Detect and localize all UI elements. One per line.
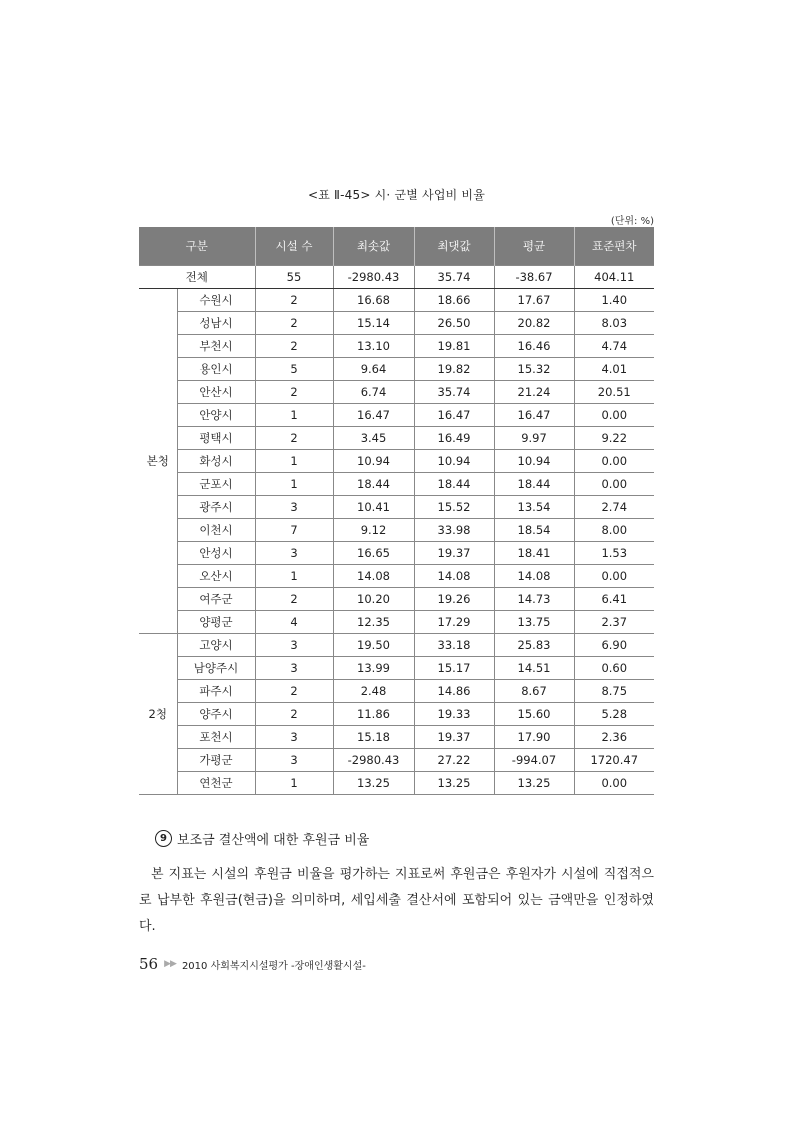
cell-std: 0.00 — [574, 772, 654, 795]
cell-count: 1 — [255, 404, 333, 427]
cell-std: 1.53 — [574, 542, 654, 565]
city-name: 가평군 — [177, 749, 255, 772]
cell-max: 19.26 — [414, 588, 494, 611]
table-row — [139, 703, 654, 726]
cell-avg: 8.67 — [494, 680, 574, 703]
city-name: 용인시 — [177, 358, 255, 381]
city-name: 안양시 — [177, 404, 255, 427]
cell-count: 1 — [255, 772, 333, 795]
total-min: -2980.43 — [333, 266, 414, 289]
cell-min: 9.64 — [333, 358, 414, 381]
cell-max: 14.08 — [414, 565, 494, 588]
cell-std: 0.00 — [574, 450, 654, 473]
header-category: 구분 — [139, 227, 255, 266]
cell-count: 3 — [255, 496, 333, 519]
cell-count: 3 — [255, 749, 333, 772]
cell-min: 18.44 — [333, 473, 414, 496]
cell-std: 5.28 — [574, 703, 654, 726]
cell-avg: 20.82 — [494, 312, 574, 335]
cell-avg: 14.51 — [494, 657, 574, 680]
table-row — [139, 289, 654, 312]
cell-max: 15.52 — [414, 496, 494, 519]
cell-avg: 15.32 — [494, 358, 574, 381]
cell-avg: 14.08 — [494, 565, 574, 588]
city-name: 부천시 — [177, 335, 255, 358]
cell-std: 1.40 — [574, 289, 654, 312]
cell-min: -2980.43 — [333, 749, 414, 772]
city-name: 화성시 — [177, 450, 255, 473]
cell-max: 14.86 — [414, 680, 494, 703]
cell-min: 11.86 — [333, 703, 414, 726]
cell-max: 19.37 — [414, 726, 494, 749]
table-row — [139, 749, 654, 772]
cell-count: 1 — [255, 473, 333, 496]
city-name: 남양주시 — [177, 657, 255, 680]
table-row — [139, 565, 654, 588]
table-row — [139, 427, 654, 450]
city-name: 안성시 — [177, 542, 255, 565]
city-name: 연천군 — [177, 772, 255, 795]
cell-max: 18.44 — [414, 473, 494, 496]
cell-min: 13.99 — [333, 657, 414, 680]
cell-max: 33.18 — [414, 634, 494, 657]
cell-min: 14.08 — [333, 565, 414, 588]
cell-max: 26.50 — [414, 312, 494, 335]
city-name: 포천시 — [177, 726, 255, 749]
cell-count: 4 — [255, 611, 333, 634]
table-header-row — [139, 227, 654, 266]
cell-min: 19.50 — [333, 634, 414, 657]
cell-avg: 13.54 — [494, 496, 574, 519]
cell-count: 3 — [255, 542, 333, 565]
arrow-icon: ▶▶ — [164, 959, 176, 969]
cell-min: 10.41 — [333, 496, 414, 519]
city-name: 수원시 — [177, 289, 255, 312]
cell-std: 0.00 — [574, 565, 654, 588]
cell-avg: 14.73 — [494, 588, 574, 611]
cell-std: 0.60 — [574, 657, 654, 680]
section-heading — [155, 829, 369, 848]
cell-max: 16.47 — [414, 404, 494, 427]
cell-std: 6.41 — [574, 588, 654, 611]
city-name: 여주군 — [177, 588, 255, 611]
city-name: 성남시 — [177, 312, 255, 335]
cell-min: 12.35 — [333, 611, 414, 634]
table-row — [139, 519, 654, 542]
cell-max: 19.37 — [414, 542, 494, 565]
section-number-badge: 9 — [155, 830, 172, 847]
cell-avg: 18.44 — [494, 473, 574, 496]
cell-avg: 25.83 — [494, 634, 574, 657]
cell-max: 10.94 — [414, 450, 494, 473]
cell-avg: 13.75 — [494, 611, 574, 634]
cell-avg: 9.97 — [494, 427, 574, 450]
cell-count: 2 — [255, 703, 333, 726]
city-name: 평택시 — [177, 427, 255, 450]
table-row — [139, 634, 654, 657]
cell-std: 1720.47 — [574, 749, 654, 772]
total-std: 404.11 — [574, 266, 654, 289]
cell-count: 1 — [255, 450, 333, 473]
section-title: 보조금 결산액에 대한 후원금 비율 — [177, 833, 370, 848]
cell-count: 2 — [255, 427, 333, 450]
table-row — [139, 358, 654, 381]
cell-count: 2 — [255, 335, 333, 358]
table-row — [139, 473, 654, 496]
header-count: 시설 수 — [255, 227, 333, 266]
table-row — [139, 450, 654, 473]
cell-count: 7 — [255, 519, 333, 542]
cell-std: 2.37 — [574, 611, 654, 634]
cell-std: 8.00 — [574, 519, 654, 542]
group-label: 본청 — [139, 289, 177, 634]
city-name: 광주시 — [177, 496, 255, 519]
cell-min: 16.65 — [333, 542, 414, 565]
total-row — [139, 266, 654, 289]
cell-min: 10.20 — [333, 588, 414, 611]
cell-std: 6.90 — [574, 634, 654, 657]
cell-std: 20.51 — [574, 381, 654, 404]
cell-min: 15.18 — [333, 726, 414, 749]
table-row — [139, 381, 654, 404]
cell-min: 10.94 — [333, 450, 414, 473]
cell-count: 2 — [255, 289, 333, 312]
cell-count: 2 — [255, 680, 333, 703]
cell-max: 33.98 — [414, 519, 494, 542]
cell-max: 16.49 — [414, 427, 494, 450]
cell-min: 13.10 — [333, 335, 414, 358]
cell-count: 3 — [255, 634, 333, 657]
cell-max: 19.82 — [414, 358, 494, 381]
cell-avg: 15.60 — [494, 703, 574, 726]
table-row — [139, 404, 654, 427]
unit-label: (단위: %) — [610, 216, 654, 227]
cell-min: 9.12 — [333, 519, 414, 542]
cell-min: 3.45 — [333, 427, 414, 450]
header-avg: 평균 — [494, 227, 574, 266]
cell-count: 2 — [255, 381, 333, 404]
table-row — [139, 312, 654, 335]
cell-std: 4.74 — [574, 335, 654, 358]
footer-title: 2010 사회복지시설평가 -장애인생활시설- — [181, 960, 366, 972]
table-row — [139, 588, 654, 611]
table-row — [139, 496, 654, 519]
cell-avg: 18.54 — [494, 519, 574, 542]
total-label: 전체 — [139, 266, 255, 289]
cell-std: 8.75 — [574, 680, 654, 703]
cell-std: 9.22 — [574, 427, 654, 450]
page-footer — [139, 955, 366, 973]
cell-max: 27.22 — [414, 749, 494, 772]
table-row — [139, 680, 654, 703]
business-cost-table — [139, 227, 654, 795]
cell-avg: 13.25 — [494, 772, 574, 795]
cell-min: 13.25 — [333, 772, 414, 795]
cell-count: 2 — [255, 312, 333, 335]
cell-min: 6.74 — [333, 381, 414, 404]
cell-avg: 17.90 — [494, 726, 574, 749]
table-row — [139, 657, 654, 680]
cell-avg: 10.94 — [494, 450, 574, 473]
cell-avg: 16.46 — [494, 335, 574, 358]
table-row — [139, 726, 654, 749]
cell-max: 35.74 — [414, 381, 494, 404]
city-name: 파주시 — [177, 680, 255, 703]
cell-std: 0.00 — [574, 473, 654, 496]
total-avg: -38.67 — [494, 266, 574, 289]
cell-avg: -994.07 — [494, 749, 574, 772]
group-label: 2청 — [139, 634, 177, 795]
header-max: 최댓값 — [414, 227, 494, 266]
cell-max: 18.66 — [414, 289, 494, 312]
total-max: 35.74 — [414, 266, 494, 289]
city-name: 양평군 — [177, 611, 255, 634]
cell-max: 13.25 — [414, 772, 494, 795]
table-row — [139, 542, 654, 565]
header-min: 최솟값 — [333, 227, 414, 266]
cell-min: 2.48 — [333, 680, 414, 703]
city-name: 안산시 — [177, 381, 255, 404]
cell-std: 0.00 — [574, 404, 654, 427]
cell-count: 2 — [255, 588, 333, 611]
cell-avg: 17.67 — [494, 289, 574, 312]
cell-max: 17.29 — [414, 611, 494, 634]
cell-count: 5 — [255, 358, 333, 381]
city-name: 오산시 — [177, 565, 255, 588]
body-paragraph: 본 지표는 시설의 후원금 비율을 평가하는 지표로써 후원금은 후원자가 시설에 직접적으로 납부한 후원금(현금)을 의미하며, 세입세출 결산서에 포함되어 있는 금액만을 인정하였다. — [139, 867, 654, 934]
table-caption: <표 Ⅱ-45> 시· 군별 사업비 비율 — [307, 188, 486, 202]
cell-std: 8.03 — [574, 312, 654, 335]
cell-count: 3 — [255, 657, 333, 680]
cell-min: 16.47 — [333, 404, 414, 427]
city-name: 군포시 — [177, 473, 255, 496]
cell-avg: 16.47 — [494, 404, 574, 427]
cell-avg: 18.41 — [494, 542, 574, 565]
city-name: 이천시 — [177, 519, 255, 542]
table-row — [139, 335, 654, 358]
table-row — [139, 611, 654, 634]
cell-max: 19.33 — [414, 703, 494, 726]
cell-min: 15.14 — [333, 312, 414, 335]
page-number: 56 — [139, 955, 159, 973]
cell-std: 2.74 — [574, 496, 654, 519]
cell-count: 1 — [255, 565, 333, 588]
cell-max: 19.81 — [414, 335, 494, 358]
total-count: 55 — [255, 266, 333, 289]
cell-max: 15.17 — [414, 657, 494, 680]
header-std: 표준편차 — [574, 227, 654, 266]
cell-count: 3 — [255, 726, 333, 749]
cell-avg: 21.24 — [494, 381, 574, 404]
cell-std: 4.01 — [574, 358, 654, 381]
cell-min: 16.68 — [333, 289, 414, 312]
table-row — [139, 772, 654, 795]
cell-std: 2.36 — [574, 726, 654, 749]
city-name: 고양시 — [177, 634, 255, 657]
city-name: 양주시 — [177, 703, 255, 726]
